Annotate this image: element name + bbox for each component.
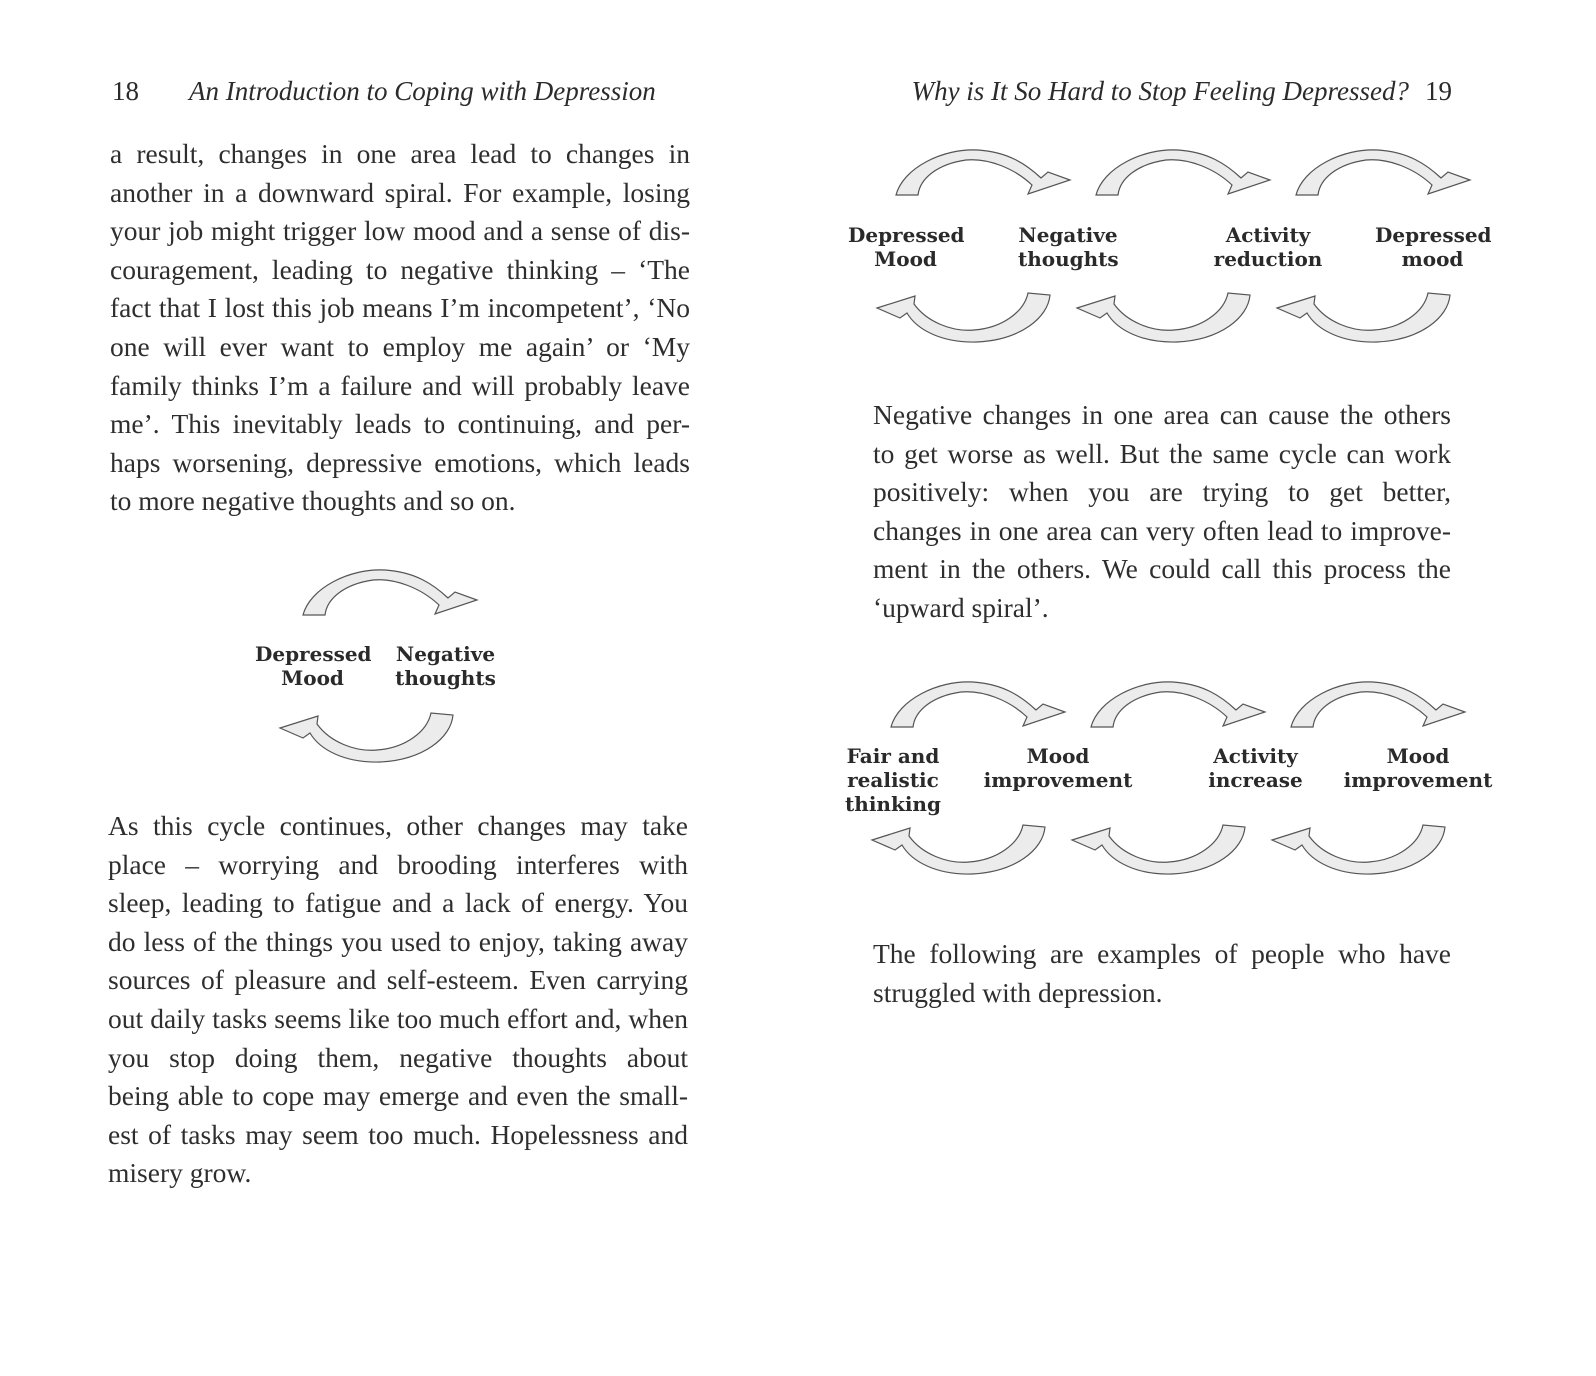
text-line: est of tasks may seem too much. Hopelessness and bbox=[108, 1118, 688, 1150]
diagram-label: Negative thoughts bbox=[1018, 223, 1119, 271]
cycle-arrow-bottom bbox=[280, 713, 453, 762]
text-line: couragement, leading to negative thinking – ‘The bbox=[110, 253, 690, 285]
page-number: 19 bbox=[1425, 76, 1452, 106]
text-line: As this cycle continues, other changes may take bbox=[108, 810, 688, 841]
text-line: place – worrying and brooding interferes with bbox=[108, 848, 688, 880]
cycle-arrow-top bbox=[1096, 150, 1270, 195]
text-line: me’. This inevitably leads to continuing, and per- bbox=[110, 408, 690, 440]
text-line: a result, changes in one area lead to changes in bbox=[110, 138, 690, 169]
diagram-label: Depressed Mood bbox=[255, 642, 372, 690]
text-line: your job might trigger low mood and a sense of dis- bbox=[110, 215, 690, 247]
cycle-arrow-top bbox=[891, 682, 1065, 727]
diagram-label: Negative thoughts bbox=[395, 642, 496, 690]
diagram-label: Activity increase bbox=[1208, 744, 1303, 792]
running-title: Why is It So Hard to Stop Feeling Depressed? bbox=[911, 76, 1409, 106]
text-line: out daily tasks seems like too much effort and, when bbox=[108, 1002, 688, 1034]
cycle-arrow-bottom bbox=[1072, 825, 1245, 874]
cycle-arrow-top bbox=[303, 570, 477, 615]
right-page-header bbox=[912, 74, 1452, 108]
text-line: sources of pleasure and self-esteem. Even carrying bbox=[108, 964, 688, 996]
left-page-header bbox=[112, 74, 656, 108]
text-line: to get worse as well. But the same cycle can work bbox=[873, 437, 1451, 469]
diagram-label: Mood improvement bbox=[1343, 744, 1493, 792]
cycle-arrow-bottom bbox=[1272, 825, 1445, 874]
text-line: you stop doing them, negative thoughts about bbox=[108, 1041, 688, 1073]
text-line: another in a downward spiral. For example, losing bbox=[110, 176, 690, 208]
text-line: positively: when you are trying to get better, bbox=[873, 476, 1451, 508]
text-line: family thinks I’m a failure and will probably leave bbox=[110, 369, 690, 401]
text-line: being able to cope may emerge and even the small- bbox=[108, 1080, 688, 1112]
text-line: sleep, leading to fatigue and a lack of energy. You bbox=[108, 887, 688, 919]
text-line: to more negative thoughts and so on. bbox=[110, 485, 516, 517]
cycle-arrow-bottom bbox=[872, 825, 1045, 874]
cycle-arrow-top bbox=[896, 150, 1070, 195]
right-page bbox=[798, 0, 1596, 1376]
diagram-label: Fair and realistic thinking bbox=[845, 744, 941, 816]
cycle-arrow-bottom bbox=[877, 293, 1050, 342]
text-line: one will ever want to employ me again’ or ‘My bbox=[110, 330, 690, 362]
paragraph bbox=[110, 135, 690, 521]
paragraph bbox=[108, 807, 688, 1193]
text-line: haps worsening, depressive emotions, which leads bbox=[110, 446, 690, 478]
upward-spiral-diagram bbox=[843, 672, 1498, 887]
text-line: The following are examples of people who have bbox=[873, 938, 1451, 969]
downward-spiral-diagram bbox=[848, 140, 1498, 355]
cycle-diagram bbox=[255, 560, 505, 770]
running-title: An Introduction to Coping with Depression bbox=[189, 76, 656, 106]
text-line: do less of the things you used to enjoy, taking away bbox=[108, 925, 688, 957]
cycle-arrow-top bbox=[1296, 150, 1470, 195]
text-line: struggled with depression. bbox=[873, 976, 1163, 1008]
text-line: fact that I lost this job means I’m incompetent’, ‘No bbox=[110, 292, 690, 324]
diagram-label: Mood improvement bbox=[983, 744, 1133, 792]
cycle-arrow-top bbox=[1091, 682, 1265, 727]
diagram-label: Activity reduction bbox=[1213, 223, 1323, 271]
text-line: ‘upward spiral’. bbox=[873, 591, 1049, 623]
cycle-arrow-top bbox=[1291, 682, 1465, 727]
text-line: Negative changes in one area can cause the others bbox=[873, 399, 1451, 430]
text-line: ment in the others. We could call this process the bbox=[873, 553, 1451, 585]
page-number: 18 bbox=[112, 76, 139, 106]
diagram-label: Depressed mood bbox=[1375, 223, 1492, 271]
paragraph bbox=[873, 935, 1451, 1012]
cycle-arrow-bottom bbox=[1077, 293, 1250, 342]
text-line: misery grow. bbox=[108, 1157, 252, 1189]
paragraph bbox=[873, 396, 1451, 628]
text-line: changes in one area can very often lead to improve- bbox=[873, 514, 1451, 546]
diagram-label: Depressed Mood bbox=[848, 223, 965, 271]
cycle-arrow-bottom bbox=[1277, 293, 1450, 342]
